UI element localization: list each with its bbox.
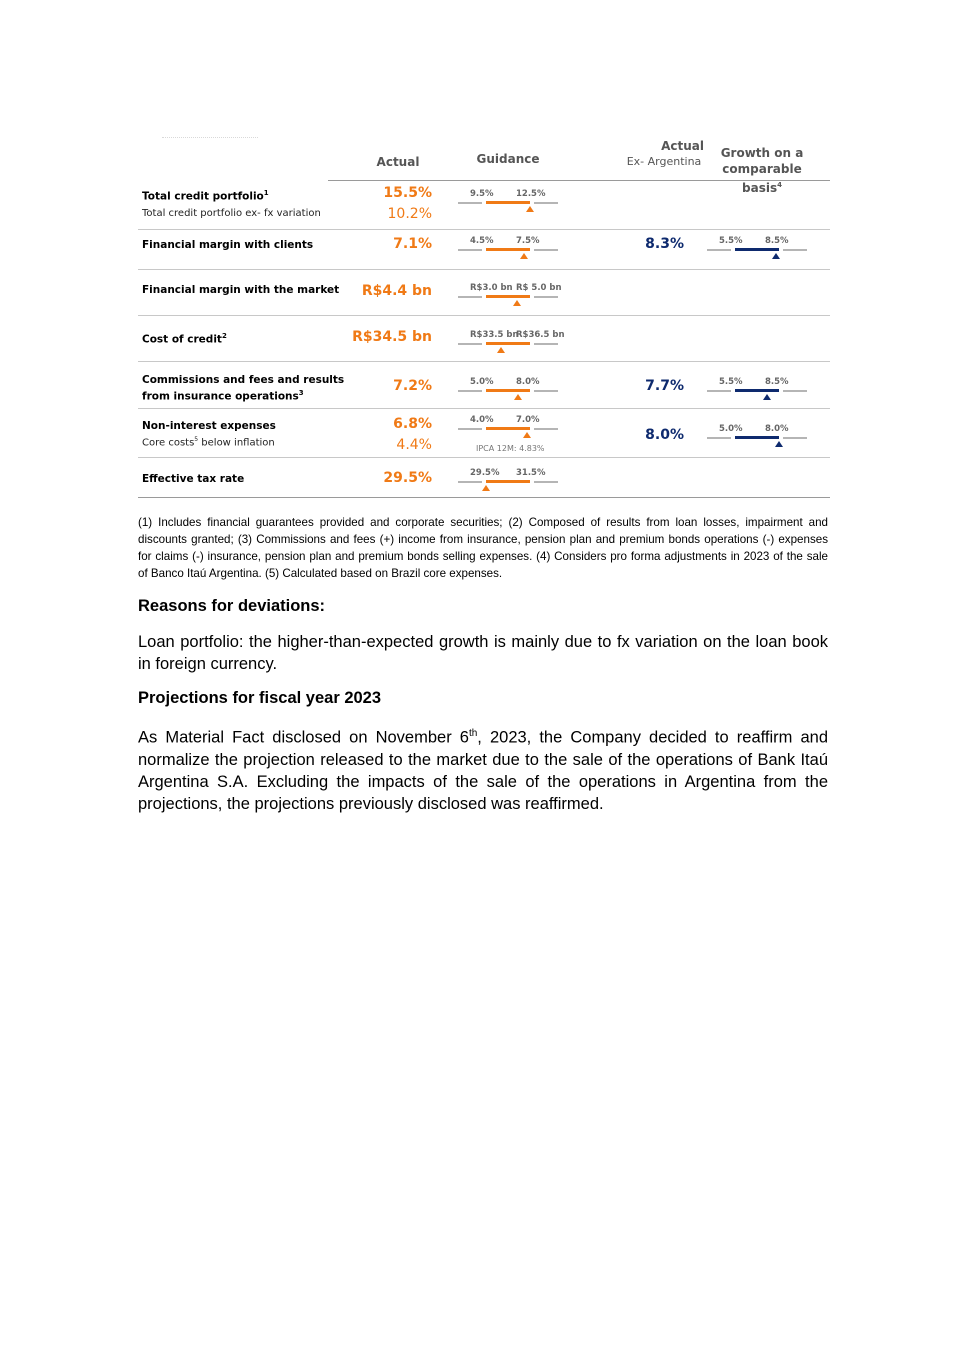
gauge-left-bar xyxy=(458,249,482,251)
row-tax-rate-label: Effective tax rate xyxy=(142,473,245,485)
gauge-high-label: R$ 5.0 bn xyxy=(516,283,562,293)
projections-heading: Projections for fiscal year 2023 xyxy=(138,689,382,707)
guidance-gauge-tax-rate xyxy=(458,468,568,490)
row-commissions-actual: 7.2% xyxy=(393,378,432,394)
gauge-range-bar xyxy=(735,436,779,439)
comparable-gauge-fin-margin-clients xyxy=(707,236,817,258)
gauge-high-label: 8.0% xyxy=(765,424,789,434)
gauge-position-marker xyxy=(513,300,521,306)
gauge-right-bar xyxy=(534,296,558,298)
gauge-range-bar xyxy=(486,295,530,298)
guidance-gauge-non-interest xyxy=(458,415,568,437)
gauge-range-bar xyxy=(486,427,530,430)
row-fin-margin-clients-ex-arg: 8.3% xyxy=(645,236,684,252)
row-total-credit-label: Total credit portfolio$^1$ xyxy=(142,189,269,203)
gauge-left-bar xyxy=(707,249,731,251)
ipca-note: IPCA 12M: 4.83% xyxy=(476,444,545,453)
gauge-range-bar xyxy=(486,248,530,251)
gauge-position-marker xyxy=(497,347,505,353)
gauge-right-bar xyxy=(534,249,558,251)
gauge-low-label: 5.0% xyxy=(470,377,494,387)
gauge-low-label: 5.5% xyxy=(719,236,743,246)
comparable-gauge-non-interest xyxy=(707,424,817,446)
guidance-table xyxy=(138,134,830,500)
row-total-credit-actual: 15.5% xyxy=(383,185,432,201)
gauge-low-label: 5.0% xyxy=(719,424,743,434)
guidance-gauge-cost-of-credit xyxy=(458,330,568,352)
gauge-right-bar xyxy=(534,428,558,430)
row-tax-rate-actual: 29.5% xyxy=(383,470,432,486)
gauge-high-label: 8.5% xyxy=(765,236,789,246)
row-non-interest-actual-sub: 4.4% xyxy=(396,437,432,453)
gauge-position-marker xyxy=(520,253,528,259)
gauge-range-bar xyxy=(486,389,530,392)
gauge-low-label: 9.5% xyxy=(470,189,494,199)
gauge-left-bar xyxy=(458,481,482,483)
row-fin-margin-clients-label: Financial margin with clients xyxy=(142,239,314,251)
row-commissions-label: Commissions and fees and results xyxy=(142,374,345,386)
row-commissions-ex-arg: 7.7% xyxy=(645,378,684,394)
gauge-left-bar xyxy=(707,437,731,439)
gauge-high-label: 8.5% xyxy=(765,377,789,387)
row-fin-margin-market-label: Financial margin with the market xyxy=(142,284,340,296)
header-growth-comparable: Growth on a comparable basis$^4$ xyxy=(720,146,804,195)
guidance-gauge-fin-margin-clients xyxy=(458,236,568,258)
header-actual: Actual xyxy=(376,155,420,169)
gauge-position-marker xyxy=(482,485,490,491)
row-fin-margin-market-actual: R$4.4 bn xyxy=(361,283,432,299)
gauge-low-label: 5.5% xyxy=(719,377,743,387)
gauge-left-bar xyxy=(458,202,482,204)
gauge-right-bar xyxy=(783,249,807,251)
gauge-range-bar xyxy=(486,201,530,204)
comparable-gauge-commissions xyxy=(707,377,817,399)
row-divider xyxy=(138,457,830,458)
gauge-position-marker xyxy=(775,441,783,447)
row-total-credit-actual-sub: 10.2% xyxy=(387,206,432,222)
row-non-interest-sublabel: Core costs$^5$ below inflation xyxy=(142,436,275,449)
row-divider xyxy=(138,315,830,316)
header-guidance: Guidance xyxy=(476,152,540,166)
gauge-high-label: 7.0% xyxy=(516,415,540,425)
gauge-right-bar xyxy=(534,343,558,345)
gauge-low-label: R$33.5 bn xyxy=(470,330,519,340)
reasons-paragraph: Loan portfolio: the higher-than-expected growth is mainly due to fx variation on the loan book in foreign currency. xyxy=(138,633,828,674)
row-divider xyxy=(138,408,830,409)
footnotes: (1) Includes financial guarantees provided and corporate securities; (2) Composed of results from loan losses, impairment and discounts granted; (3) Commissions and fees (+) income from insurance, pension plan and premium bonds operations (-) expenses for claims (-) insurance, pension plan and premium bonds selling expenses. (4) Considers pro forma adjustments in 2023 of the sale of Banco Itaú Argentina. (5) Calculated based on Brazil core expenses. xyxy=(138,516,828,580)
gauge-right-bar xyxy=(534,202,558,204)
row-non-interest-ex-arg: 8.0% xyxy=(645,427,684,443)
gauge-position-marker xyxy=(514,394,522,400)
gauge-low-label: 4.5% xyxy=(470,236,494,246)
guidance-gauge-fin-margin-market xyxy=(458,283,568,305)
gauge-range-bar xyxy=(735,389,779,392)
reasons-heading: Reasons for deviations: xyxy=(138,597,326,615)
gauge-position-marker xyxy=(523,432,531,438)
row-cost-of-credit-label: Cost of credit$^2$ xyxy=(142,332,227,346)
header-actual-ex-argentina: Actual Ex- Argentina xyxy=(626,139,704,168)
gauge-position-marker xyxy=(763,394,771,400)
gauge-range-bar xyxy=(486,342,530,345)
gauge-left-bar xyxy=(458,296,482,298)
row-non-interest-actual: 6.8% xyxy=(393,416,432,432)
gauge-low-label: R$3.0 bn xyxy=(470,283,513,293)
projections-paragraph: As Material Fact disclosed on November 6th, 2023, the Company decided to reaffirm and normalize the projection released to the market due to the sale of the operations of Bank Itaú Argentina S.A. Excluding the impacts of the sale of the operations in Argentina from the projections, the projections previously disclosed was reaffirmed. xyxy=(138,728,829,814)
gauge-left-bar xyxy=(458,390,482,392)
gauge-left-bar xyxy=(458,343,482,345)
gauge-high-label: 8.0% xyxy=(516,377,540,387)
gauge-position-marker xyxy=(526,206,534,212)
row-cost-of-credit-actual: R$34.5 bn xyxy=(352,329,432,345)
row-divider xyxy=(138,361,830,362)
gauge-position-marker xyxy=(772,253,780,259)
gauge-right-bar xyxy=(783,390,807,392)
gauge-high-label: 31.5% xyxy=(516,468,546,478)
row-total-credit-sublabel: Total credit portfolio ex- fx variation xyxy=(142,208,321,219)
guidance-gauge-commissions xyxy=(458,377,568,399)
row-divider xyxy=(138,269,830,270)
gauge-left-bar xyxy=(458,428,482,430)
gauge-range-bar xyxy=(486,480,530,483)
gauge-high-label: R$36.5 bn xyxy=(516,330,565,340)
header-rule xyxy=(328,180,830,181)
gauge-range-bar xyxy=(735,248,779,251)
row-divider xyxy=(138,229,830,230)
table-bottom-rule xyxy=(138,497,830,498)
gauge-high-label: 12.5% xyxy=(516,189,546,199)
row-non-interest-label: Non-interest expenses xyxy=(142,420,276,432)
gauge-right-bar xyxy=(783,437,807,439)
gauge-low-label: 4.0% xyxy=(470,415,494,425)
row-commissions-label-line2: from insurance operations$^3$ xyxy=(142,389,304,403)
gauge-left-bar xyxy=(707,390,731,392)
guidance-gauge-total-credit xyxy=(458,189,568,211)
gauge-right-bar xyxy=(534,481,558,483)
gauge-right-bar xyxy=(534,390,558,392)
row-fin-margin-clients-actual: 7.1% xyxy=(393,236,432,252)
gauge-high-label: 7.5% xyxy=(516,236,540,246)
gauge-low-label: 29.5% xyxy=(470,468,500,478)
